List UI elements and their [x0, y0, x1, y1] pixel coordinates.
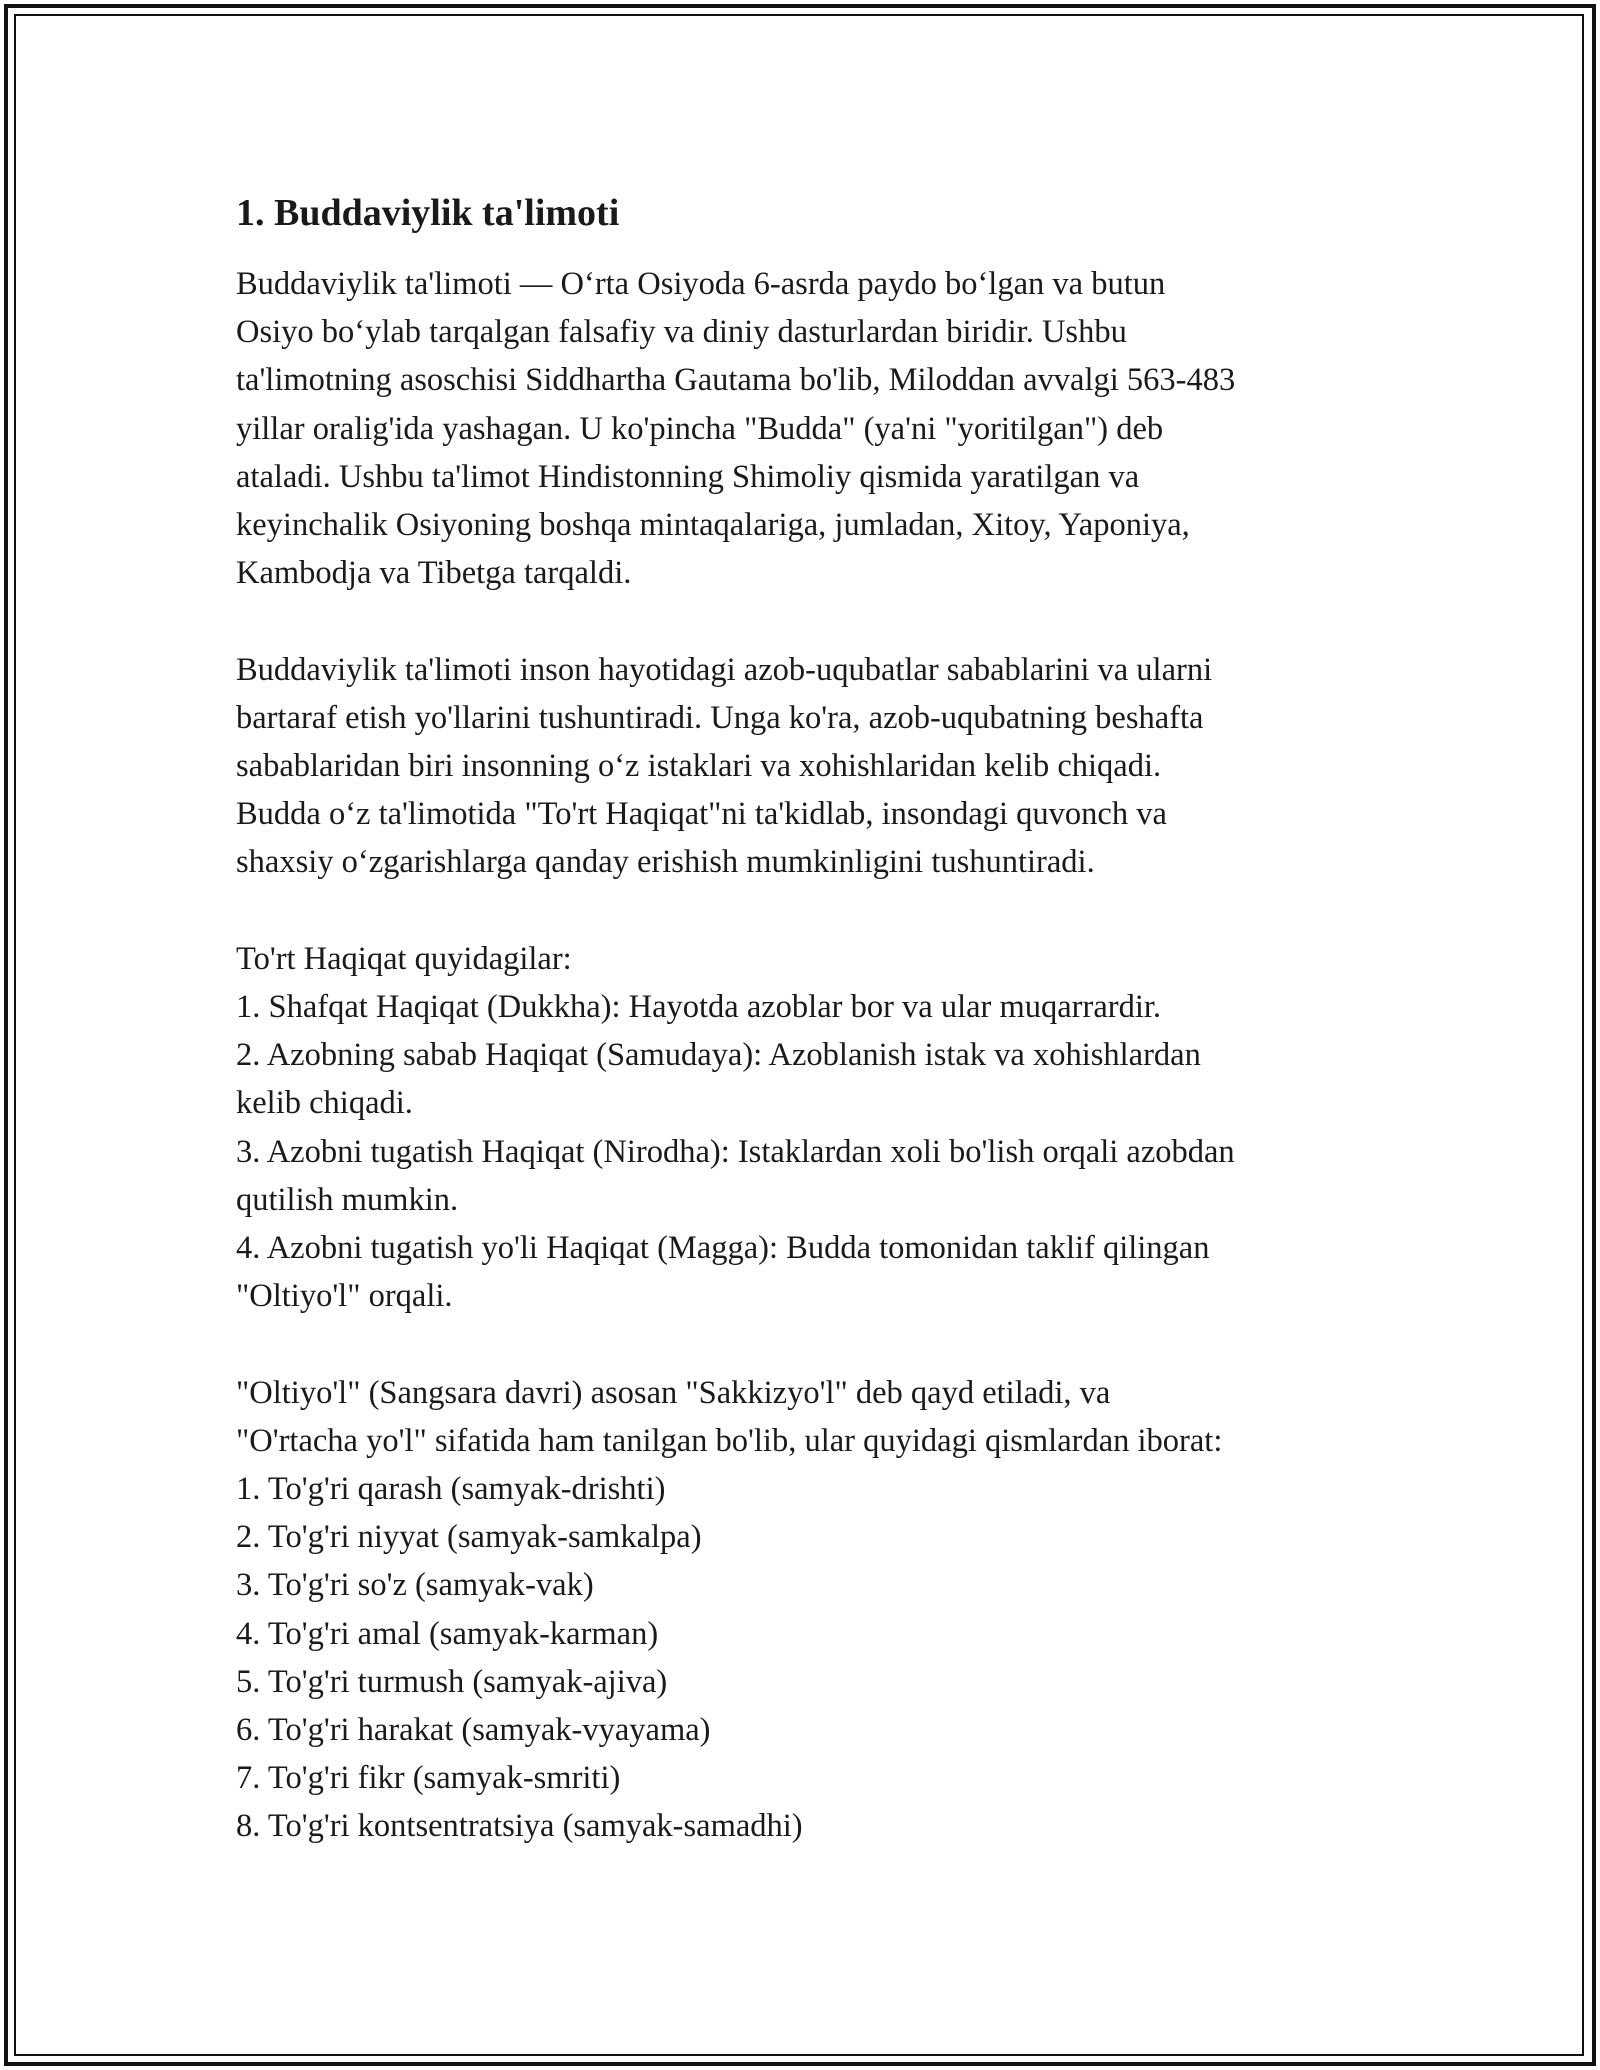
- list-item: 2. Azobning sabab Haqiqat (Samudaya): Azoblanish istak va xohishlardan: [236, 1037, 1201, 1074]
- list-item: 6. To'g'ri harakat (samyak-vyayama): [236, 1712, 711, 1749]
- paragraph-eightfold-path: [236, 1369, 1386, 1851]
- text-line: Buddaviylik ta'limoti inson hayotidagi azob-uqubatlar sabablarini va ularni: [236, 651, 1213, 688]
- list-item: 5. To'g'ri turmush (samyak-ajiva): [236, 1663, 668, 1700]
- text-line: yillar oralig'ida yashagan. U ko'pincha "Budda" (ya'ni "yoritilgan") deb: [236, 410, 1164, 447]
- list-item: 8. To'g'ri kontsentratsiya (samyak-samadhi): [236, 1808, 803, 1845]
- list-item: 1. To'g'ri qarash (samyak-drishti): [236, 1471, 666, 1508]
- list-item: 3. Azobni tugatish Haqiqat (Nirodha): Istaklardan xoli bo'lish orqali azobdan: [236, 1133, 1235, 1170]
- list-item: 2. To'g'ri niyyat (samyak-samkalpa): [236, 1519, 702, 1556]
- text-line: shaxsiy o‘zgarishlarga qanday erishish mumkinligini tushuntiradi.: [236, 844, 1095, 881]
- text-line: Kambodja va Tibetga tarqaldi.: [236, 555, 632, 592]
- document-body: [236, 188, 1386, 1851]
- text-line: "Oltiyo'l" (Sangsara davri) asosan "Sakkizyo'l" deb qayd etiladi, va: [236, 1374, 1111, 1411]
- document-title: 1. Buddaviylik ta'limoti: [236, 192, 620, 234]
- text-line: keyinchalik Osiyoning boshqa mintaqalariga, jumladan, Xitoy, Yaponiya,: [236, 507, 1190, 544]
- text-line: Buddaviylik ta'limoti — O‘rta Osiyoda 6-asrda paydo bo‘lgan va butun: [236, 266, 1166, 302]
- list-item: 4. Azobni tugatish yo'li Haqiqat (Magga): Budda tomonidan taklif qilingan: [236, 1230, 1210, 1267]
- list-item-continuation: kelib chiqadi.: [236, 1085, 413, 1122]
- paragraph-spacer: [236, 1320, 1386, 1368]
- text-line: Budda o‘z ta'limotida "To'rt Haqiqat"ni ta'kidlab, insondagi quvonch va: [236, 796, 1167, 833]
- list-item: 4. To'g'ri amal (samyak-karman): [236, 1615, 659, 1652]
- text-line: "O'rtacha yo'l" sifatida ham tanilgan bo'lib, ular quyidagi qismlardan iborat:: [236, 1422, 1223, 1459]
- list-item: 7. To'g'ri fikr (samyak-smriti): [236, 1760, 621, 1797]
- paragraph-suffering: [236, 646, 1386, 887]
- list-item-continuation: "Oltiyo'l" orqali.: [236, 1278, 453, 1315]
- list-item: 1. Shafqat Haqiqat (Dukkha): Hayotda azoblar bor va ular muqarrardir.: [236, 989, 1162, 1026]
- text-line: sabablaridan biri insonning o‘z istaklari va xohishlaridan kelib chiqadi.: [236, 748, 1162, 785]
- list-item: 3. To'g'ri so'z (samyak-vak): [236, 1567, 594, 1604]
- paragraph-four-truths: [236, 935, 1386, 1321]
- text-line: ta'limotning asoschisi Siddhartha Gautama bo'lib, Miloddan avvalgi 563-483: [236, 362, 1236, 399]
- text-line: Osiyo bo‘ylab tarqalgan falsafiy va diniy dasturlardan biridir. Ushbu: [236, 314, 1127, 351]
- list-heading: To'rt Haqiqat quyidagilar:: [236, 940, 572, 977]
- paragraph-spacer: [236, 887, 1386, 935]
- paragraph-intro: [236, 260, 1386, 597]
- list-item-continuation: qutilish mumkin.: [236, 1181, 459, 1218]
- paragraph-spacer: [236, 597, 1386, 645]
- text-line: ataladi. Ushbu ta'limot Hindistonning Shimoliy qismida yaratilgan va: [236, 458, 1140, 495]
- text-line: bartaraf etish yo'llarini tushuntiradi. Unga ko'ra, azob-uqubatning beshafta: [236, 699, 1204, 736]
